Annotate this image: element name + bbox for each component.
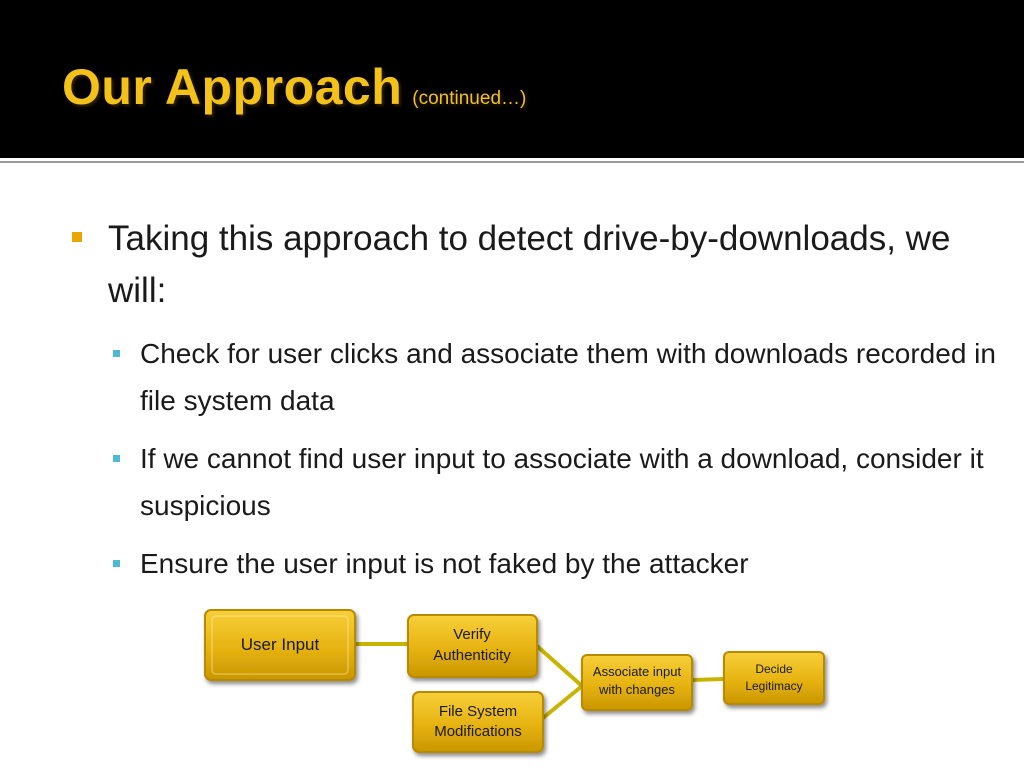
box-decide-line1: Decide	[755, 662, 793, 676]
box-associate-input	[582, 655, 692, 710]
box-fs-line2: Modifications	[434, 723, 522, 740]
box-verify-line2: Authenticity	[433, 647, 511, 664]
connector-verify-assoc	[537, 646, 582, 686]
box-assoc-line1: Associate input	[592, 664, 682, 679]
subbullet-2: If we cannot find user input to associate with a download, consider it suspicious	[140, 443, 984, 521]
box-decide-line2: Legitimacy	[745, 679, 803, 693]
box-file-system-modifications	[413, 692, 543, 752]
box-decide-legitimacy	[724, 652, 824, 704]
bullet-main: Taking this approach to detect drive-by-downloads, we will:	[108, 219, 951, 310]
box-user-input	[205, 610, 355, 680]
connector-fs-assoc	[543, 686, 582, 718]
subbullet-1: Check for user clicks and associate them with downloads recorded in file system data	[140, 338, 996, 416]
slide-title-main: Our Approach	[62, 59, 403, 115]
box-fs-line1: File System	[438, 703, 518, 720]
slide-title-sub: (continued…)	[412, 88, 527, 109]
box-assoc-line2: with changes	[599, 682, 675, 697]
connector-assoc-decide	[692, 679, 724, 680]
subbullet-3: Ensure the user input is not faked by the attacker	[140, 548, 749, 579]
box-verify-line1: Verify	[453, 626, 491, 643]
box-verify-authenticity	[408, 615, 537, 677]
box-user-input-label: User Input	[240, 635, 320, 654]
